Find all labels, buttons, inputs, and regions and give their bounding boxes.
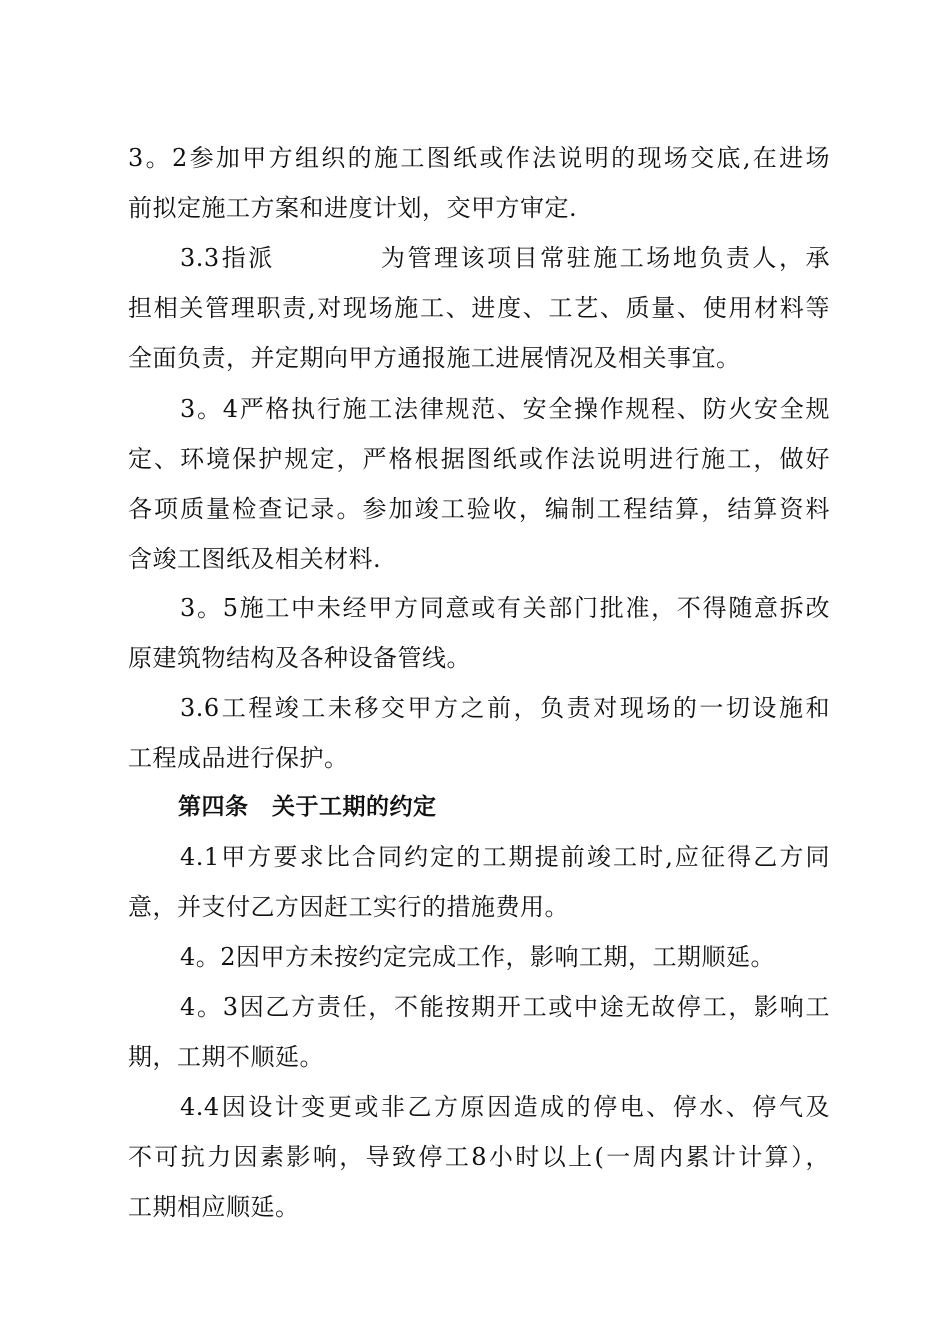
clause-4-2-line-1: 4。2因甲方未按约定完成工作，影响工期，工期顺延。 [180, 943, 776, 971]
clause-4-1-line-2: 意，并支付乙方因赶工实行的措施费用。 [128, 893, 569, 921]
clause-3-6-line-2: 工程成品进行保护。 [128, 744, 349, 772]
clause-4-3-line-2: 期，工期不顺延。 [128, 1043, 324, 1071]
clause-4-1-line-1: 4.1甲方要求比合同约定的工期提前竣工时,应征得乙方同 [180, 843, 830, 871]
clause-3-4-line-1: 3。4严格执行施工法律规范、安全操作规程、防火安全规 [180, 395, 830, 423]
clause-3-3-line-2: 担相关管理职责,对现场施工、进度、工艺、质量、使用材料等 [128, 294, 830, 322]
clause-3-3-line-1: 3.3指派 为管理该项目常驻施工场地负责人，承 [180, 244, 830, 272]
clause-3-5 [128, 583, 830, 683]
clause-4-4-line-3: 工期相应顺延。 [128, 1193, 300, 1221]
clause-3-4-line-3: 各项质量检查记录。参加竣工验收，编制工程结算，结算资料 [128, 495, 830, 523]
clause-4-2 [128, 932, 830, 982]
clause-3-3-line-3: 全面负责，并定期向甲方通报施工进展情况及相关事宜。 [128, 344, 741, 372]
clause-3-6-line-1: 3.6工程竣工未移交甲方之前，负责对现场的一切设施和 [180, 694, 830, 722]
clause-3-2-line-2: 前拟定施工方案和进度计划，交甲方审定. [128, 194, 578, 222]
clause-4-1 [128, 832, 830, 932]
clause-4-3 [128, 982, 830, 1082]
clause-3-2-line-1: 3。2参加甲方组织的施工图纸或作法说明的现场交底,在进场 [128, 144, 830, 172]
clause-3-4 [128, 384, 830, 584]
clause-4-4-line-1: 4.4因设计变更或非乙方原因造成的停电、停水、停气及 [180, 1093, 830, 1121]
clause-3-4-line-2: 定、环境保护规定，严格根据图纸或作法说明进行施工，做好 [128, 445, 830, 473]
clause-4-4 [128, 1082, 830, 1232]
clause-4-4-line-2: 不可抗力因素影响，导致停工8小时以上(一周内累计计算）， [128, 1143, 830, 1171]
clause-4-3-line-1: 4。3因乙方责任，不能按期开工或中途无故停工，影响工 [180, 993, 830, 1021]
clause-3-4-line-4: 含竣工图纸及相关材料. [128, 545, 382, 573]
section-heading: 第四条 关于工期的约定 [178, 794, 437, 820]
clause-3-6 [128, 683, 830, 783]
clause-3-3 [128, 233, 830, 383]
clause-3-5-line-1: 3。5施工中未经甲方同意或有关部门批准，不得随意拆改 [180, 594, 830, 622]
clause-3-2 [128, 133, 830, 233]
clause-3-5-line-2: 原建筑物结构及各种设备管线。 [128, 644, 471, 672]
